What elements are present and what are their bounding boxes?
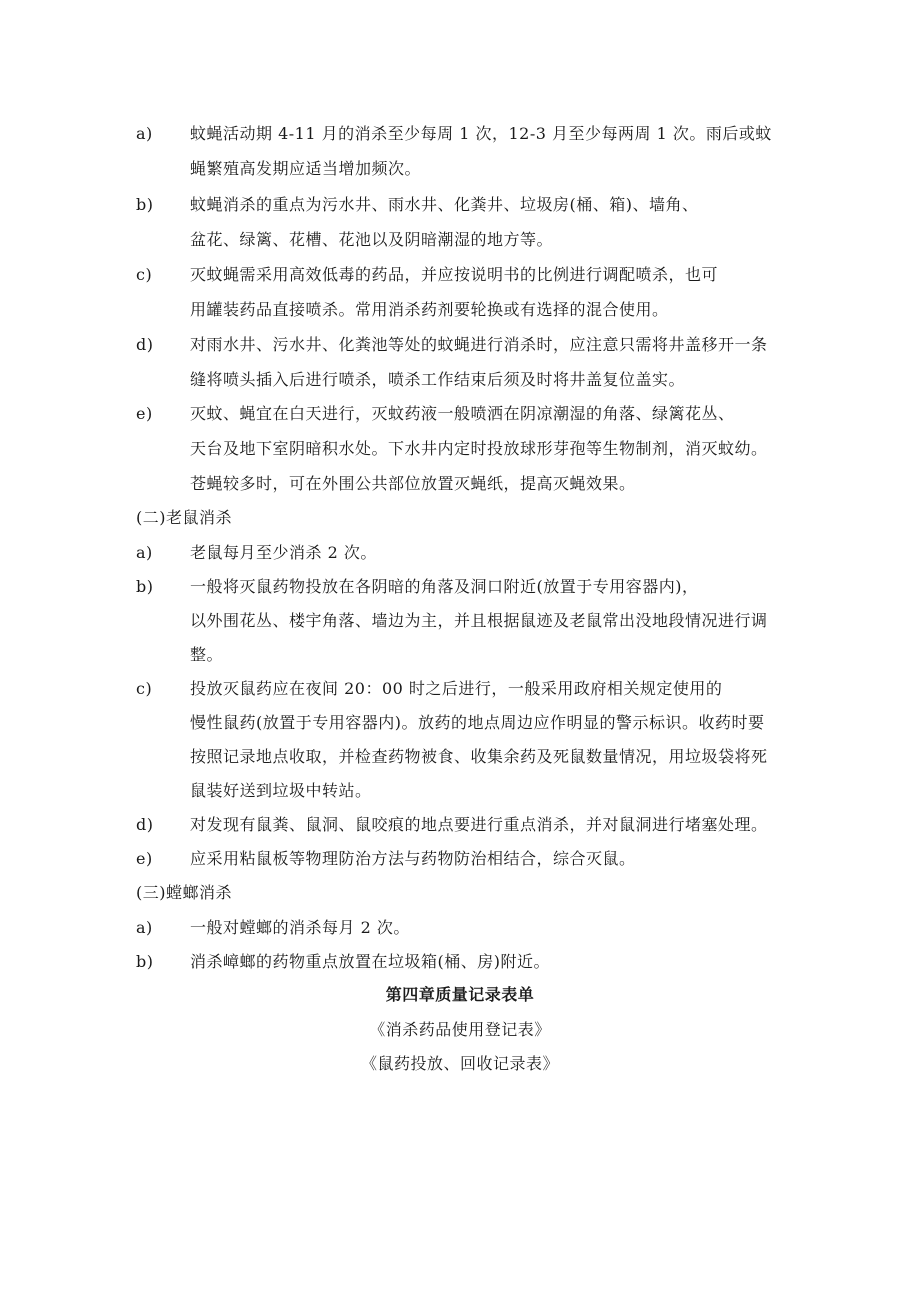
form-title: 《消杀药品使用登记表》 [369,1020,551,1039]
paragraph-line: 灭蚊、蝇宜在白天进行，灭蚊药液一般喷洒在阴凉潮湿的角落、绿篱花丛、 [190,404,735,423]
item-marker: a) [136,124,153,143]
paragraph-line: 慢性鼠药(放置于专用容器内)。放药的地点周边应作明显的警示标识。收药时要 [190,713,765,732]
section-heading: (二)老鼠消杀 [136,508,232,527]
item-marker: a) [136,543,153,562]
paragraph-line: 投放灭鼠药应在夜间 20：00 时之后进行，一般采用政府相关规定使用的 [190,679,723,698]
item-marker: b) [136,195,154,214]
item-marker: b) [136,577,154,596]
section-heading: (三)螳螂消杀 [136,883,232,902]
paragraph-line: 应采用粘鼠板等物理防治方法与药物防治相结合，综合灭鼠。 [190,849,636,868]
paragraph-line: 整。 [190,645,224,664]
item-marker: b) [136,952,154,971]
paragraph-line: 盆花、绿篱、花槽、花池以及阴暗潮湿的地方等。 [190,230,554,249]
paragraph-line: 苍蝇较多时，可在外围公共部位放置灭蝇纸，提高灭蝇效果。 [190,474,636,493]
item-marker: e) [136,404,153,423]
paragraph-line: 天台及地下室阴暗积水处。下水井内定时投放球形芽孢等生物制剂，消灭蚊幼。 [190,439,768,458]
paragraph-line: 一般将灭鼠药物投放在各阴暗的角落及洞口附近(放置于专用容器内)， [190,577,699,596]
paragraph-line: 消杀嶂螂的药物重点放置在垃圾箱(桶、房)附近。 [190,952,550,971]
item-marker: a) [136,918,153,937]
paragraph-line: 用罐装药品直接喷杀。常用消杀药剂要轮换或有选择的混合使用。 [190,300,669,319]
item-marker: d) [136,335,154,354]
paragraph-line: 鼠装好送到垃圾中转站。 [190,781,372,800]
chapter-title: 第四章质量记录表单 [385,985,535,1004]
paragraph-line: 对雨水井、污水井、化粪池等处的蚊蝇进行消杀时，应注意只需将井盖移开一条 [190,335,768,354]
paragraph-line: 对发现有鼠粪、鼠洞、鼠咬痕的地点要进行重点消杀，并对鼠洞进行堵塞处理。 [190,815,768,834]
paragraph-line: 一般对螳螂的消杀每月 2 次。 [190,918,410,937]
paragraph-line: 蚊蝇消杀的重点为污水井、雨水井、化粪井、垃圾房(桶、箱)、墙角、 [190,195,699,214]
form-title: 《鼠药投放、回收记录表》 [360,1054,559,1073]
paragraph-line: 按照记录地点收取，并检查药物被食、收集余药及死鼠数量情况，用垃圾袋将死 [190,747,768,766]
item-marker: c) [136,679,153,698]
paragraph-line: 缝将喷头插入后进行喷杀，喷杀工作结束后须及时将井盖复位盖实。 [190,370,686,389]
paragraph-line: 老鼠每月至少消杀 2 次。 [190,543,377,562]
item-marker: c) [136,265,153,284]
paragraph-line: 以外围花丛、楼宇角落、墙边为主，并且根据鼠迹及老鼠常出没地段情况进行调 [190,611,768,630]
paragraph-line: 蚊蝇活动期 4-11 月的消杀至少每周 1 次，12-3 月至少每两周 1 次。雨后或蚊 [190,124,772,143]
paragraph-line: 蝇繁殖高发期应适当增加频次。 [190,159,422,178]
item-marker: e) [136,849,153,868]
paragraph-line: 灭蚊蝇需采用高效低毒的药品，并应按说明书的比例进行调配喷杀，也可 [190,265,719,284]
item-marker: d) [136,815,154,834]
